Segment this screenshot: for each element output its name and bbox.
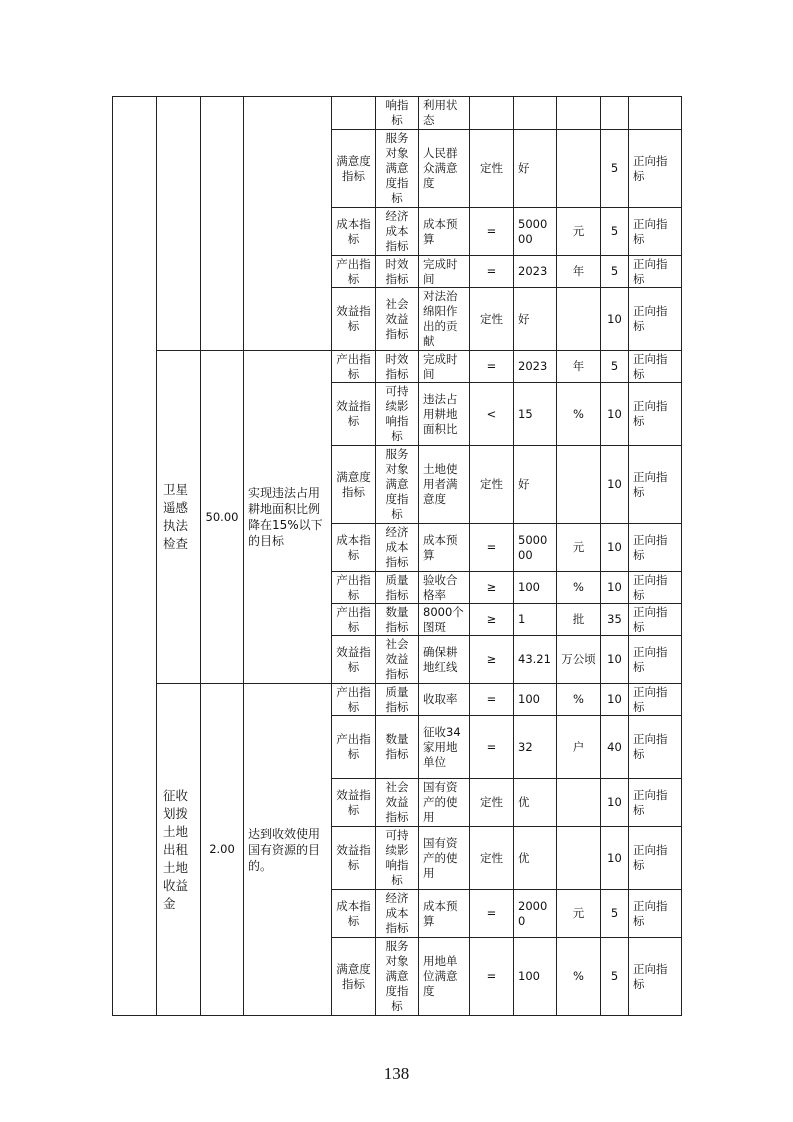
- value-cell: 43.21: [514, 636, 557, 684]
- weight-cell: 35: [601, 604, 629, 636]
- weight-cell: 5: [601, 938, 629, 1016]
- table-row: [113, 351, 682, 383]
- direction-cell: 正向指标: [629, 256, 682, 288]
- value-cell: 优: [514, 827, 557, 890]
- unit-cell: 年: [557, 351, 601, 383]
- value-cell: 15: [514, 383, 557, 446]
- tier3-cell: 违法占用耕地面积比: [419, 383, 470, 446]
- direction-cell: 正向指标: [629, 827, 682, 890]
- tier3-cell: 收取率: [419, 684, 470, 716]
- tier3-cell: 8000个图斑: [419, 604, 470, 636]
- weight-cell: 10: [601, 827, 629, 890]
- direction-cell: 正向指标: [629, 208, 682, 256]
- tier1-cell: 产出指标: [332, 256, 376, 288]
- tier3-cell: 对法治绵阳作出的贡献: [419, 288, 470, 351]
- weight-cell: 10: [601, 446, 629, 524]
- tier2-cell: 时效指标: [376, 351, 419, 383]
- tier1-cell: 满意度指标: [332, 446, 376, 524]
- op-cell: 定性: [470, 446, 514, 524]
- tier1-cell: 产出指标: [332, 684, 376, 716]
- tier3-cell: 完成时间: [419, 256, 470, 288]
- tier2-cell: 社会效益指标: [376, 636, 419, 684]
- direction-cell: 正向指标: [629, 351, 682, 383]
- project-name-cell: 卫星遥感执法检查: [157, 351, 201, 684]
- weight-cell: 10: [601, 636, 629, 684]
- value-cell: 100: [514, 938, 557, 1016]
- value-cell: 2023: [514, 351, 557, 383]
- direction-cell: 正向指标: [629, 684, 682, 716]
- tier3-cell: 完成时间: [419, 351, 470, 383]
- amount-cell: [201, 97, 244, 351]
- tier1-cell: 成本指标: [332, 524, 376, 572]
- op-cell: =: [470, 684, 514, 716]
- tier1-cell: 产出指标: [332, 572, 376, 604]
- direction-cell: 正向指标: [629, 288, 682, 351]
- tier2-cell: 时效指标: [376, 256, 419, 288]
- unit-cell: 元: [557, 208, 601, 256]
- unit-cell: [557, 779, 601, 827]
- value-cell: 1: [514, 604, 557, 636]
- goal-cell: 达到收效使用国有资源的目的。: [244, 684, 332, 1016]
- tier2-cell: 服务对象满意度指标: [376, 938, 419, 1016]
- tier1-cell: 效益指标: [332, 636, 376, 684]
- direction-cell: 正向指标: [629, 636, 682, 684]
- unit-cell: 元: [557, 890, 601, 938]
- tier1-cell: 产出指标: [332, 604, 376, 636]
- tier1-cell: 效益指标: [332, 827, 376, 890]
- tier2-cell: 经济成本指标: [376, 524, 419, 572]
- tier2-cell: 服务对象满意度指标: [376, 130, 419, 208]
- tier1-cell: 满意度指标: [332, 938, 376, 1016]
- tier3-cell: 确保耕地红线: [419, 636, 470, 684]
- value-cell: 2023: [514, 256, 557, 288]
- weight-cell: 10: [601, 383, 629, 446]
- direction-cell: [629, 97, 682, 130]
- unit-cell: [557, 130, 601, 208]
- direction-cell: 正向指标: [629, 383, 682, 446]
- tier3-cell: 国有资产的使用: [419, 827, 470, 890]
- op-cell: =: [470, 208, 514, 256]
- value-cell: 100: [514, 684, 557, 716]
- table-row: [113, 684, 682, 716]
- tier3-cell: 成本预算: [419, 524, 470, 572]
- unit-cell: %: [557, 938, 601, 1016]
- op-cell: =: [470, 938, 514, 1016]
- project-cell: [157, 97, 201, 351]
- tier2-cell: 社会效益指标: [376, 779, 419, 827]
- tier1-cell: [332, 97, 376, 130]
- unit-cell: [557, 288, 601, 351]
- value-cell: 好: [514, 288, 557, 351]
- weight-cell: 10: [601, 779, 629, 827]
- op-cell: 定性: [470, 288, 514, 351]
- tier2-cell: 响指标: [376, 97, 419, 130]
- unit-cell: 户: [557, 716, 601, 779]
- tier2-cell: 数量指标: [376, 604, 419, 636]
- op-cell: [470, 97, 514, 130]
- direction-cell: 正向指标: [629, 572, 682, 604]
- goal-cell: 实现违法占用耕地面积比例降在15%以下的目标: [244, 351, 332, 684]
- value-cell: 优: [514, 779, 557, 827]
- tier1-cell: 效益指标: [332, 383, 376, 446]
- weight-cell: 40: [601, 716, 629, 779]
- table-row: [113, 97, 682, 130]
- tier2-cell: 服务对象满意度指标: [376, 446, 419, 524]
- tier2-cell: 可持续影响指标: [376, 383, 419, 446]
- project-name-cell: 征收划拨土地出租土地收益金: [157, 684, 201, 1016]
- tier2-cell: 经济成本指标: [376, 890, 419, 938]
- op-cell: =: [470, 524, 514, 572]
- unit-cell: %: [557, 684, 601, 716]
- unit-cell: 元: [557, 524, 601, 572]
- tier2-cell: 可持续影响指标: [376, 827, 419, 890]
- direction-cell: 正向指标: [629, 524, 682, 572]
- tier2-cell: 经济成本指标: [376, 208, 419, 256]
- weight-cell: 5: [601, 351, 629, 383]
- unit-cell: [557, 446, 601, 524]
- unit-cell: 年: [557, 256, 601, 288]
- op-cell: =: [470, 256, 514, 288]
- value-cell: 好: [514, 446, 557, 524]
- direction-cell: 正向指标: [629, 604, 682, 636]
- unit-cell: [557, 827, 601, 890]
- tier3-cell: 人民群众满意度: [419, 130, 470, 208]
- weight-cell: 10: [601, 684, 629, 716]
- tier1-cell: 效益指标: [332, 288, 376, 351]
- tier3-cell: 利用状态: [419, 97, 470, 130]
- unit-cell: %: [557, 383, 601, 446]
- direction-cell: 正向指标: [629, 779, 682, 827]
- op-cell: ≥: [470, 572, 514, 604]
- tier1-cell: 效益指标: [332, 779, 376, 827]
- op-cell: ≥: [470, 604, 514, 636]
- op-cell: ≥: [470, 636, 514, 684]
- op-cell: 定性: [470, 130, 514, 208]
- tier1-cell: 产出指标: [332, 716, 376, 779]
- value-cell: 100: [514, 572, 557, 604]
- op-cell: =: [470, 890, 514, 938]
- tier3-cell: 成本预算: [419, 890, 470, 938]
- tier1-cell: 成本指标: [332, 208, 376, 256]
- tier2-cell: 质量指标: [376, 572, 419, 604]
- op-cell: =: [470, 716, 514, 779]
- value-cell: 500000: [514, 208, 557, 256]
- tier1-cell: 满意度指标: [332, 130, 376, 208]
- weight-cell: 10: [601, 524, 629, 572]
- tier3-cell: 成本预算: [419, 208, 470, 256]
- value-cell: 500000: [514, 524, 557, 572]
- unit-cell: %: [557, 572, 601, 604]
- direction-cell: 正向指标: [629, 446, 682, 524]
- op-cell: =: [470, 351, 514, 383]
- weight-cell: 10: [601, 572, 629, 604]
- tier3-cell: 国有资产的使用: [419, 779, 470, 827]
- tier2-cell: 质量指标: [376, 684, 419, 716]
- tier3-cell: 土地使用者满意度: [419, 446, 470, 524]
- tier3-cell: 验收合格率: [419, 572, 470, 604]
- direction-cell: 正向指标: [629, 938, 682, 1016]
- weight-cell: 5: [601, 890, 629, 938]
- weight-cell: 10: [601, 288, 629, 351]
- amount-cell: 2.00: [201, 684, 244, 1016]
- goal-cell: [244, 97, 332, 351]
- tier3-cell: 用地单位满意度: [419, 938, 470, 1016]
- tier1-cell: 产出指标: [332, 351, 376, 383]
- tier2-cell: 数量指标: [376, 716, 419, 779]
- performance-indicator-table: [112, 96, 682, 1016]
- weight-cell: 5: [601, 256, 629, 288]
- outer-blank-cell: [113, 97, 157, 1016]
- unit-cell: 批: [557, 604, 601, 636]
- op-cell: 定性: [470, 827, 514, 890]
- weight-cell: 5: [601, 130, 629, 208]
- tier1-cell: 成本指标: [332, 890, 376, 938]
- value-cell: 32: [514, 716, 557, 779]
- direction-cell: 正向指标: [629, 716, 682, 779]
- unit-cell: 万公顷: [557, 636, 601, 684]
- unit-cell: [557, 97, 601, 130]
- tier2-cell: 社会效益指标: [376, 288, 419, 351]
- value-cell: 20000: [514, 890, 557, 938]
- direction-cell: 正向指标: [629, 890, 682, 938]
- page-number: 138: [383, 1064, 410, 1083]
- op-cell: 定性: [470, 779, 514, 827]
- op-cell: <: [470, 383, 514, 446]
- direction-cell: 正向指标: [629, 130, 682, 208]
- value-cell: 好: [514, 130, 557, 208]
- weight-cell: 5: [601, 208, 629, 256]
- value-cell: [514, 97, 557, 130]
- amount-cell: 50.00: [201, 351, 244, 684]
- tier3-cell: 征收34家用地单位: [419, 716, 470, 779]
- weight-cell: [601, 97, 629, 130]
